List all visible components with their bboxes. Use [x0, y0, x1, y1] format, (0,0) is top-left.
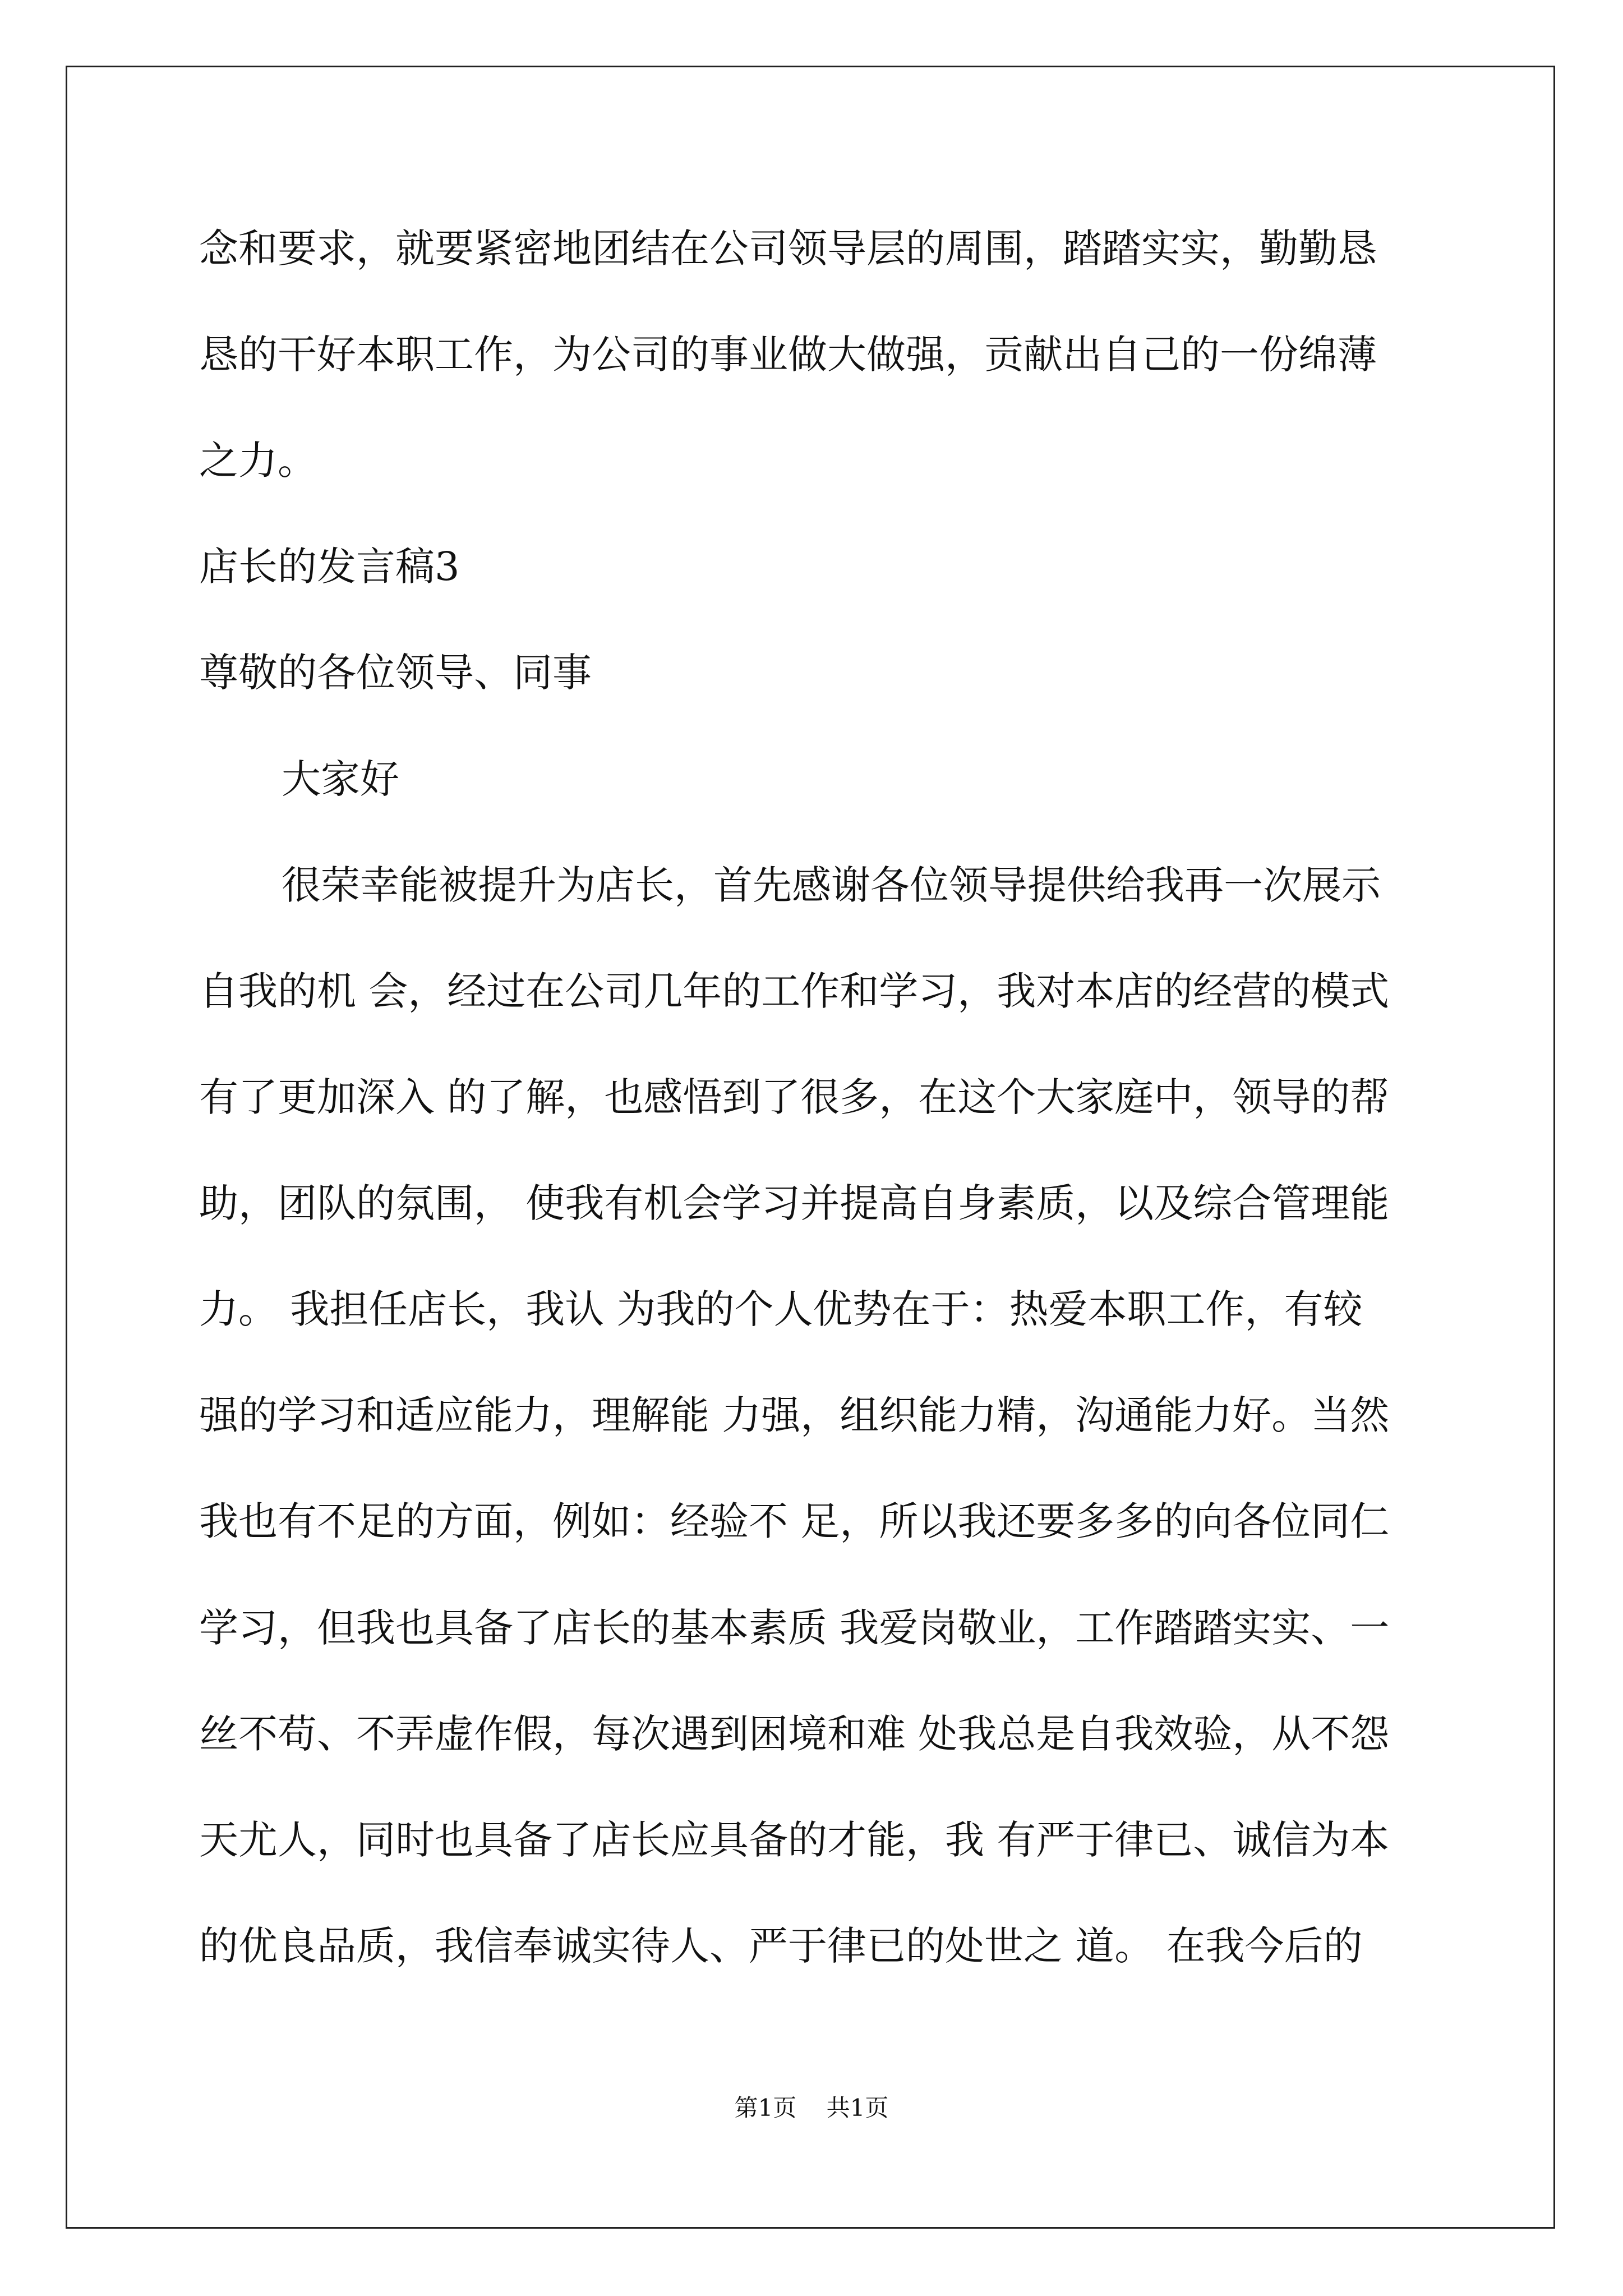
text-line-12: 强的学习和适应能力，理解能 力强，组织能力精，沟通能力好。当然	[199, 1392, 1390, 1438]
text-line-11: 力。 我担任店长，我认 为我的个人优势在于：热爱本职工作，有较	[199, 1286, 1363, 1332]
page-border	[66, 66, 1555, 2229]
text-line-8: 自我的机 会，经过在公司几年的工作和学习，我对本店的经营的模式	[199, 968, 1390, 1014]
text-line-1: 念和要求，就要紧密地团结在公司领导层的周围，踏踏实实，勤勤恳	[199, 226, 1377, 272]
text-line-10: 助，团队的氛围， 使我有机会学习并提高自身素质，以及综合管理能	[199, 1180, 1390, 1226]
page-footer: 第1页 共1页	[734, 2094, 889, 2122]
text-line-2: 恳的干好本职工作，为公司的事业做大做强，贡献出自己的一份绵薄	[199, 332, 1377, 378]
section-heading: 店长的发言稿3	[199, 544, 460, 590]
text-line-7: 很荣幸能被提升为店长，首先感谢各位领导提供给我再一次展示	[282, 862, 1381, 908]
text-line-9: 有了更加深入 的了解，也感悟到了很多，在这个大家庭中，领导的帮	[199, 1074, 1390, 1120]
text-line-16: 天尤人，同时也具备了店长应具备的才能，我 有严于律已、诚信为本	[199, 1817, 1390, 1863]
salutation: 尊敬的各位领导、同事	[199, 650, 592, 696]
text-line-15: 丝不苟、不弄虚作假，每次遇到困境和难 处我总是自我效验，从不怨	[199, 1711, 1390, 1757]
text-line-3: 之力。	[199, 438, 317, 484]
greeting: 大家好	[282, 756, 399, 802]
text-line-13: 我也有不足的方面，例如：经验不 足，所以我还要多多的向各位同仁	[199, 1498, 1390, 1544]
text-line-14: 学习，但我也具备了店长的基本素质 我爱岗敬业，工作踏踏实实、一	[199, 1605, 1390, 1651]
text-line-17: 的优良品质，我信奉诚实待人、严于律已的处世之 道。 在我今后的	[199, 1923, 1363, 1969]
